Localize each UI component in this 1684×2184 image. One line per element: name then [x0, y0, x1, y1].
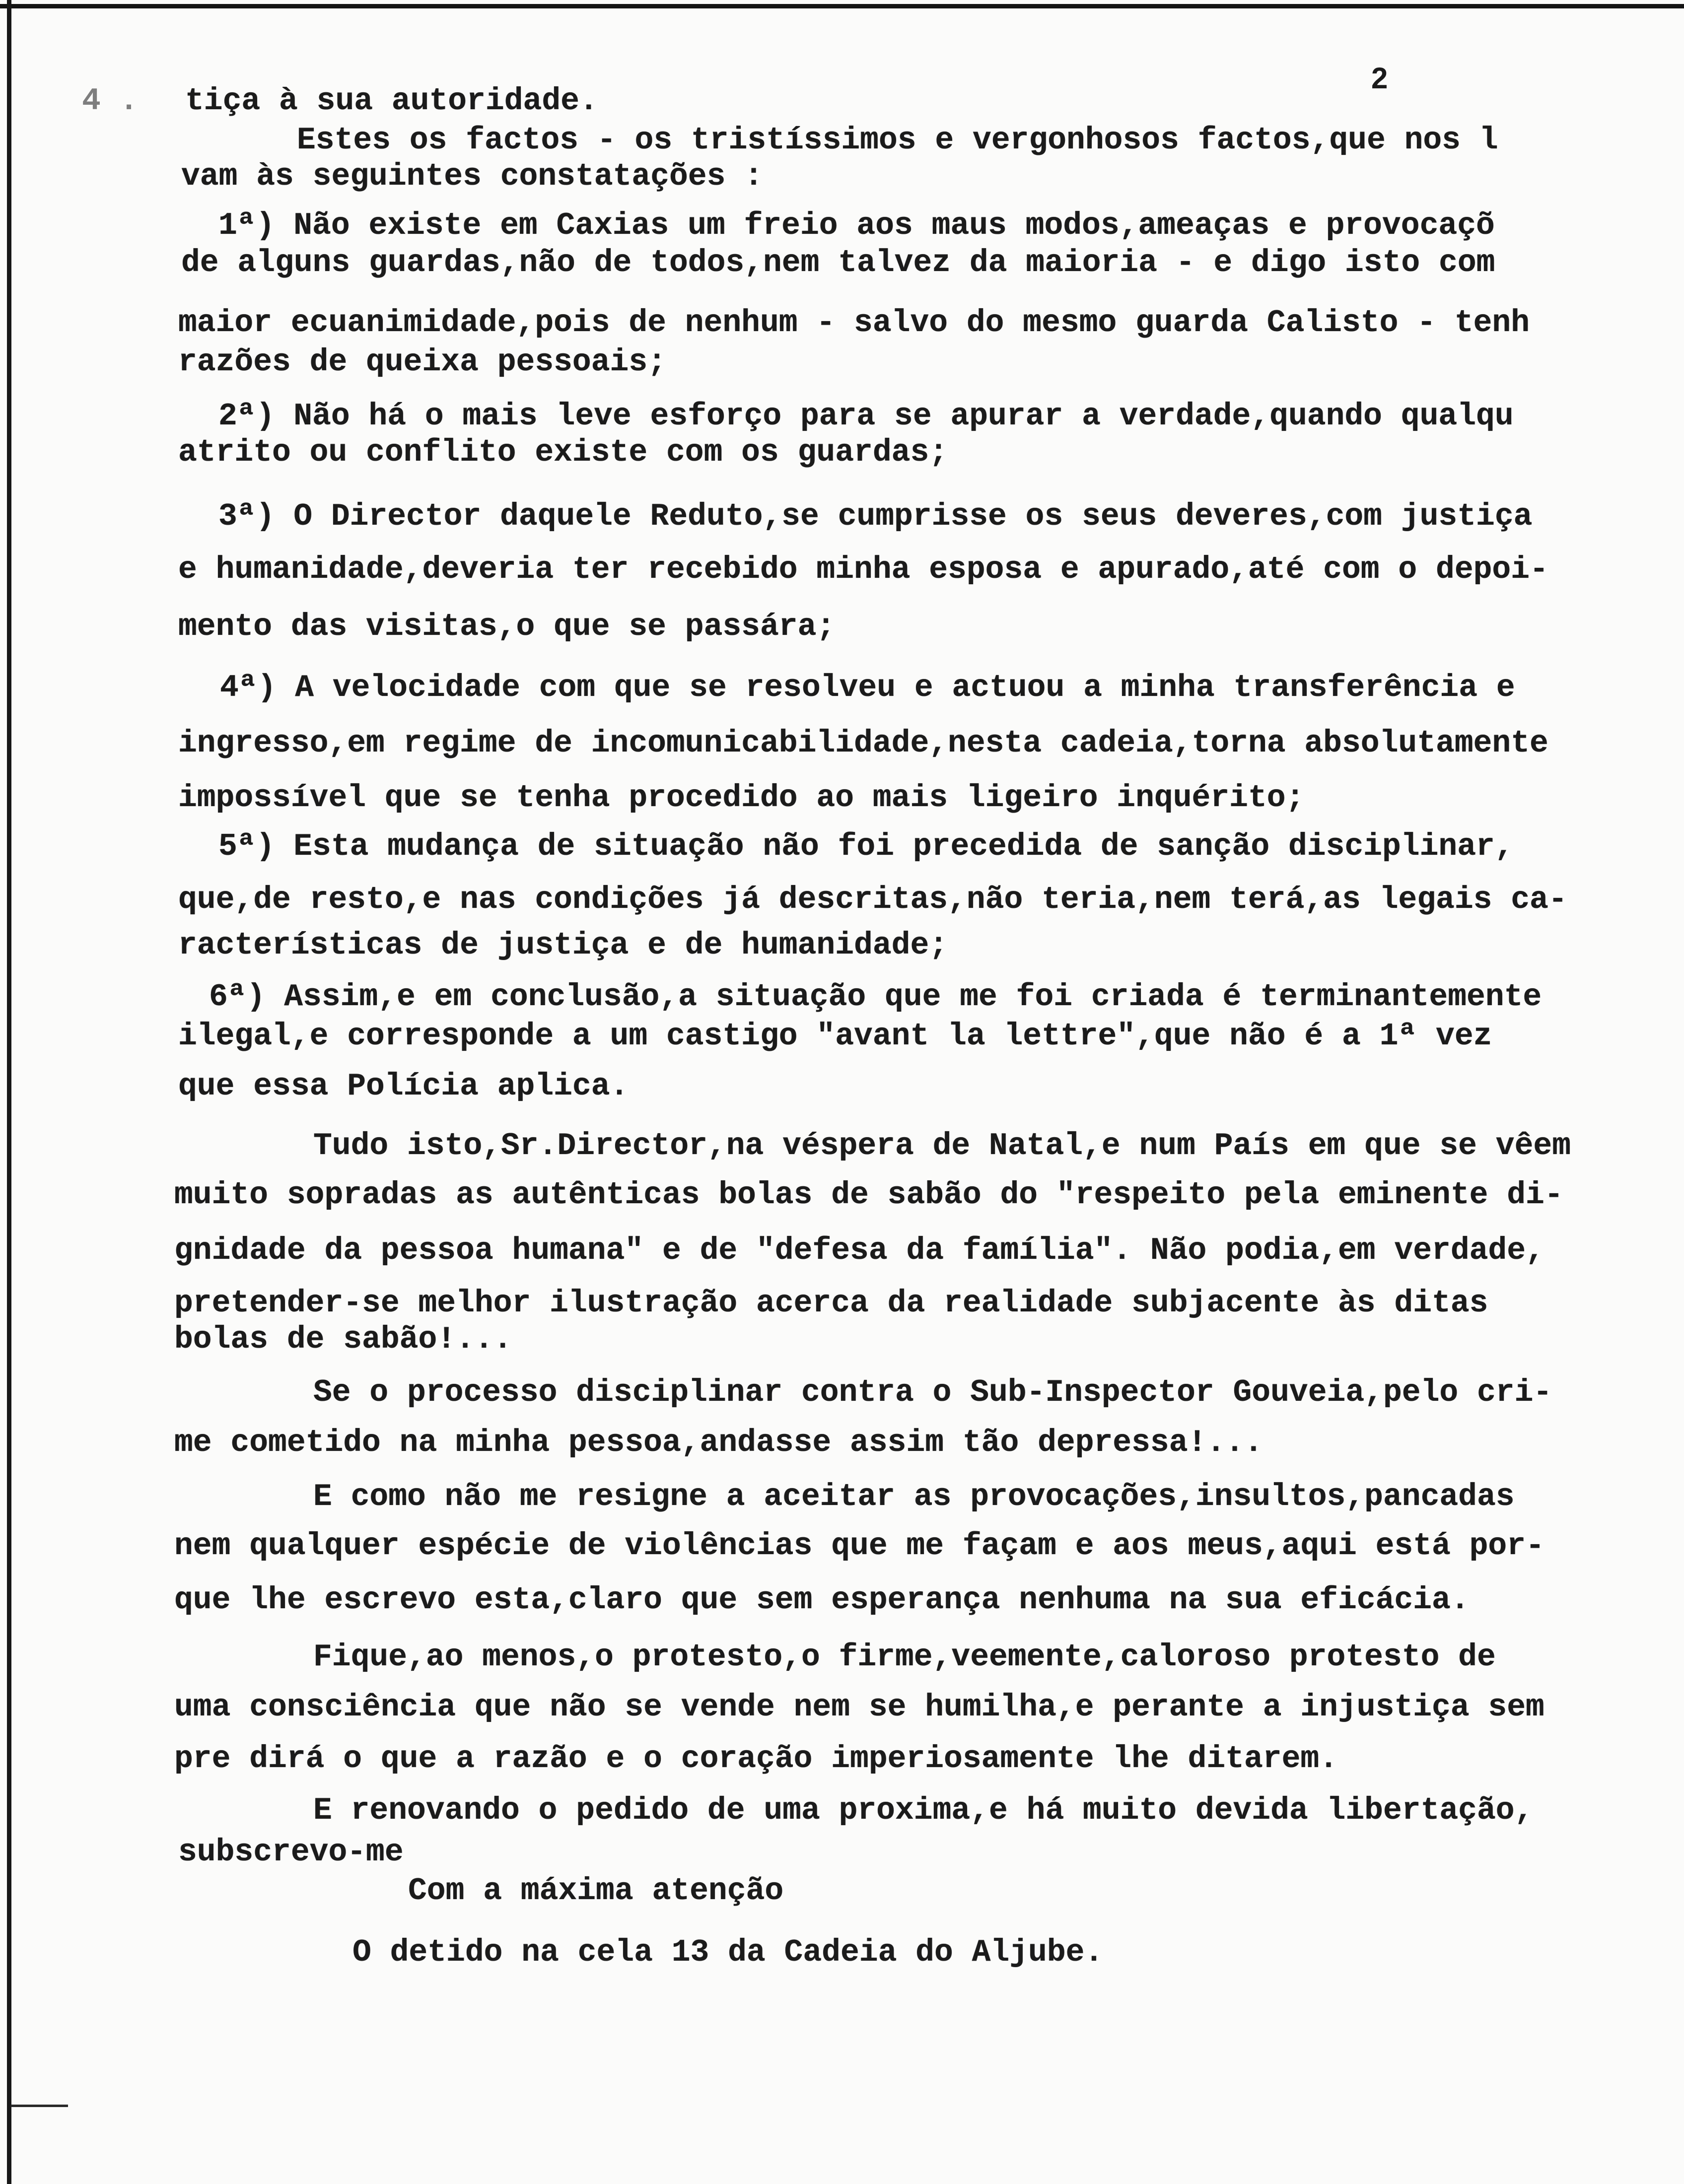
body-paragraph-line: E como não me resigne a aceitar as provocações,insultos,pancadas [313, 1479, 1515, 1514]
body-paragraph-line: Fique,ao menos,o protesto,o firme,veemente,caloroso protesto de [313, 1639, 1496, 1675]
item-4-line: 4ª) A velocidade com que se resolveu e actuou a minha transferência e [220, 670, 1515, 705]
item-3-line: mento das visitas,o que se passára; [178, 609, 836, 644]
item-5-line: racterísticas de justiça e de humanidade; [178, 928, 948, 963]
margin-fragment: 4 . [82, 83, 139, 119]
body-paragraph-line: Se o processo disciplinar contra o Sub-Inspector Gouveia,pelo cri- [313, 1375, 1552, 1410]
item-4-line: ingresso,em regime de incomunicabilidade,nesta cadeia,torna absolutamente [178, 726, 1548, 761]
item-5-line: que,de resto,e nas condições já descritas,não teria,nem terá,as legais ca- [178, 882, 1567, 917]
body-paragraph-line: pre dirá o que a razão e o coração imperiosamente lhe ditarem. [174, 1741, 1338, 1776]
item-5-line: 5ª) Esta mudança de situação não foi precedida de sanção disciplinar, [218, 829, 1514, 864]
continuation-line: tiça à sua autoridade. [185, 83, 598, 119]
item-2-line: atrito ou conflito existe com os guardas; [178, 435, 948, 470]
intro-paragraph-line: vam às seguintes constatações : [181, 159, 763, 194]
item-1-line: 1ª) Não existe em Caxias um freio aos maus modos,ameaças e provocaçõ [218, 208, 1495, 243]
scan-edge-left [7, 0, 11, 2184]
body-paragraph-line: nem qualquer espécie de violências que me façam e aos meus,aqui está por- [174, 1528, 1544, 1564]
item-6-line: 6ª) Assim,e em conclusão,a situação que me foi criada é terminantemente [209, 979, 1542, 1015]
scan-edge-mark [11, 2105, 68, 2107]
item-1-line: maior ecuanimidade,pois de nenhum - salvo do mesmo guarda Calisto - tenh [178, 305, 1530, 341]
closing-paragraph-line: subscrevo-me [178, 1835, 404, 1870]
page-number: 2 [1371, 62, 1388, 95]
intro-paragraph-line: Estes os factos - os tristíssimos e vergonhosos factos,que nos l [297, 123, 1498, 158]
body-paragraph-line: Tudo isto,Sr.Director,na véspera de Natal,e num País em que se vêem [313, 1128, 1571, 1163]
body-paragraph-line: me cometido na minha pessoa,andasse assim tão depressa!... [174, 1425, 1263, 1460]
signature-line: O detido na cela 13 da Cadeia do Aljube. [352, 1935, 1104, 1970]
body-paragraph-line: pretender-se melhor ilustração acerca da realidade subjacente às ditas [174, 1286, 1488, 1321]
item-3-line: e humanidade,deveria ter recebido minha esposa e apurado,até com o depoi- [178, 552, 1548, 587]
item-3-line: 3ª) O Director daquele Reduto,se cumprisse os seus deveres,com justiça [218, 499, 1533, 534]
body-paragraph-line: uma consciência que não se vende nem se humilha,e perante a injustiça sem [174, 1690, 1544, 1725]
item-1-line: de alguns guardas,não de todos,nem talvez da maioria - e digo isto com [181, 245, 1495, 280]
closing-salutation: Com a máxima atenção [408, 1873, 784, 1909]
scan-edge-top [0, 4, 1684, 8]
closing-paragraph-line: E renovando o pedido de uma proxima,e há muito devida libertação, [313, 1793, 1534, 1828]
body-paragraph-line: gnidade da pessoa humana" e de "defesa da família". Não podia,em verdade, [174, 1233, 1544, 1268]
body-paragraph-line: muito sopradas as autênticas bolas de sabão do "respeito pela eminente di- [174, 1177, 1563, 1213]
item-6-line: que essa Polícia aplica. [178, 1069, 629, 1104]
body-paragraph-line: bolas de sabão!... [174, 1322, 512, 1357]
item-1-line: razões de queixa pessoais; [178, 344, 666, 380]
item-6-line: ilegal,e corresponde a um castigo "avant la lettre",que não é a 1ª vez [178, 1019, 1492, 1054]
body-paragraph-line: que lhe escrevo esta,claro que sem esperança nenhuma na sua eficácia. [174, 1582, 1470, 1618]
item-2-line: 2ª) Não há o mais leve esforço para se apurar a verdade,quando qualqu [218, 399, 1514, 434]
item-4-line: impossível que se tenha procedido ao mais ligeiro inquérito; [178, 780, 1305, 816]
